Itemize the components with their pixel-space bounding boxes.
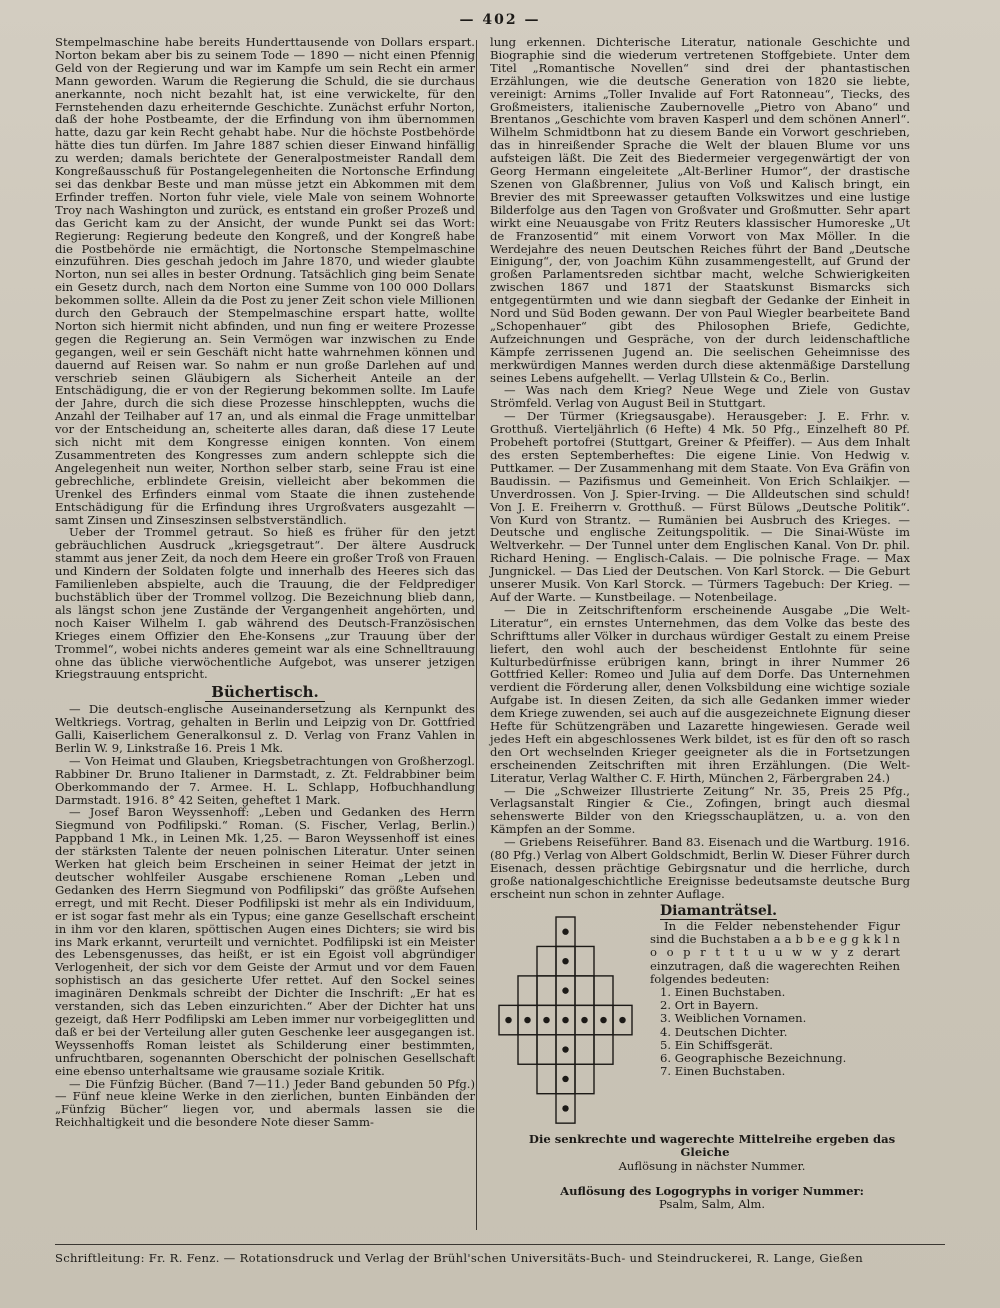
book-entry: — Von Heimat und Glauben, Kriegsbetrachtungen von Großherzogl. Rabbiner Dr. Bruno Italiener in Darmstadt, z. Zt. Feldrabbiner beim Oberkommando der 7. Armee. H. L. Schlapp, Hofbuchhandlung Darmstadt. 1916. 8° 42 Seiten, geheftet 1 Mark.	[55, 753, 475, 807]
grid-cell	[575, 1035, 594, 1064]
grid-cell	[575, 1064, 594, 1093]
book-entry: — Was nach dem Krieg? Neue Wege und Ziele von Gustav Strömfeld. Verlag von August Beil in Stuttgart.	[490, 383, 910, 411]
column-divider	[476, 40, 477, 1230]
riddle-item: 6. Geographische Bezeichnung.	[660, 1050, 847, 1065]
grid-cell	[537, 946, 556, 975]
grid-dot	[524, 1017, 530, 1023]
grid-dot	[543, 1017, 549, 1023]
riddle-item: 2. Ort in Bayern.	[660, 998, 759, 1013]
riddle-title	[660, 902, 900, 919]
grid-dot	[562, 987, 568, 993]
grid-dot	[581, 1017, 587, 1023]
riddle-item: 7. Einen Buchstaben.	[660, 1064, 786, 1079]
riddle-title-text: Diamanträtsel.	[660, 902, 777, 919]
grid-cell	[518, 976, 537, 1005]
grid-cell	[537, 1064, 556, 1093]
book-entry: — Die deutsch-englische Auseinandersetzung als Kernpunkt des Weltkriegs. Vortrag, gehalten in Berlin und Leipzig von Dr. Gottfried Galli, Kaiserlichem Generalkonsul z. D. Verlag von Franz Vahlen in Berlin W. 9, Linkstraße 16. Preis 1 Mk.	[55, 702, 475, 755]
grid-cell	[594, 1035, 613, 1064]
grid-dot	[562, 1105, 568, 1111]
grid-cell	[537, 1035, 556, 1064]
riddle-note-2: Auflösung in nächster Nummer.	[618, 1158, 806, 1173]
riddle-item: 5. Ein Schiffsgerät.	[660, 1037, 773, 1052]
article-trommel: Ueber der Trommel getraut. So hieß es früher für den jetzt gebräuchlichen Ausdruck „kriegsgetraut“. Der ältere Ausdruck stammt aus jener Zeit, da noch dem Heere ein großer Troß von Frauen und Kindern der Soldaten folgte und innerhalb des Heeres sich das Familienleben abspielte, auch die Trauung, die der Feldprediger buchstäblich über der Trommel vollzog. Die Bezeichnung blieb dann, als längst schon jene Zustände der Vergangenheit angehörten, und noch Kaiser Wilhelm I. gab während des Deutsch-Französischen Krieges einem Offizier den Ehe-Konsens „zur Trauung über der Trommel“, wobei nichts anderes gemeint war als eine Schnelltrauung ohne das übliche vierwöchentliche Aufgebot, was unserer jetzigen Kriegstrauung entspricht.	[55, 525, 475, 682]
grid-cell	[575, 976, 594, 1005]
riddle-item: 1. Einen Buchstaben.	[660, 984, 786, 999]
grid-cell	[518, 1035, 537, 1064]
grid-dot	[619, 1017, 625, 1023]
riddle-item: 3. Weiblichen Vornamen.	[660, 1011, 807, 1026]
riddle-notes	[500, 1133, 910, 1212]
diamond-riddle	[490, 902, 910, 1212]
solution-text: Psalm, Salm, Alm.	[658, 1197, 766, 1212]
grid-dot	[562, 1017, 568, 1023]
page-number: — 402 —	[459, 12, 541, 28]
book-entry: — Josef Baron Weyssenhoff: „Leben und Gedanken des Herrn Siegmund von Podfilipski.“ Roman. (S. Fischer, Verlag, Berlin.) Pappband 1 Mk., in Leinen Mk. 1,25. — Baron Weyssenhoff ist eines der stärksten Talente der neuen polnischen Literatur. Unter seinen Werken hat gleich beim Erscheinen in seiner Heimat der jetzt in deutscher wohlfeiler Ausgabe erschienene Roman „Leben und Gedanken des Herrn Siegmund von Podfilipski“ das größte Aufsehen erregt, und mit Recht. Dieser Podfilipski ist mehr als ein Individuum, er ist sogar fast mehr als ein Typus; eine ganze Gesellschaft erscheint in ihm vor den klaren, spöttischen Augen eines Dichters; sie wird bis ins Mark erkannt, verurteilt und vernichtet. Podfilipski ist ein Meister des Lebensgenusses, das heißt, er ist ein Egoist voll abgründiger Verlogenheit, der sich vor dem Geiste der Armut und vor dem Fauen sophistisch an das gesicherte Ufer rettet. Auf den Sockel seines imaginären Denkmals schreibt der Dichter die Inschrift: „Er hat es verstanden, sich das Leben einzurichten.“ Aber der Dichter hat uns gezeigt, daß Herr Podfilipski am Leben immer nur vorbeigeglitten und daß er bei der Verteilung aller guten Geschenke leer ausgegangen ist. Weyssenhoffs Roman leistet als Schilderung einer bestimmten, unfruchtbaren, sogenannten Oberschicht der polnischen Gesellschaft eine ebenso unterhaltsame wie grausame soziale Kritik.	[55, 805, 475, 1078]
book-entry: — Griebens Reiseführer. Band 83. Eisenach und die Wartburg. 1916. (80 Pfg.) Verlag von Albert Goldschmidt, Berlin W. Dieser Führer durch Eisenach, dessen prächtige Gebirgsnatur und die herrliche, durch große nationalgeschichtliche Ereignisse bedeutsamste deutsche Burg erscheint nun schon in zehnter Auflage.	[490, 835, 910, 901]
grid-dot	[600, 1017, 606, 1023]
section-title-text: Büchertisch.	[205, 683, 324, 702]
grid-dot	[562, 958, 568, 964]
solution-title: Auflösung des Logogryphs in voriger Nummer:	[560, 1183, 864, 1198]
grid-cell	[537, 976, 556, 1005]
riddle-text	[650, 902, 900, 1079]
book-entry: — Die Fünfzig Bücher. (Band 7—11.) Jeder Band gebunden 50 Pfg.) — Fünf neue kleine Werke in den zierlichen, bunten Einbänden der „Fünfzig Bücher“ liegen vor, und abermals lassen sie die Reichhaltigkeit und die besondere Note dieser Samm-	[55, 1076, 475, 1130]
riddle-note: Die senkrechte und wagerechte Mittelreihe ergeben das Gleiche	[528, 1131, 896, 1160]
riddle-list	[650, 986, 900, 1078]
left-column	[55, 36, 475, 1216]
right-column	[490, 36, 910, 1216]
grid-cell	[575, 946, 594, 975]
imprint-footer: Schriftleitung: Fr. R. Fenz. — Rotationsdruck und Verlag der Brühl'schen Universitäts-Buch- und Steindruckerei, R. Lange, Gießen	[55, 1244, 945, 1265]
book-entry: — Der Türmer (Kriegsausgabe). Herausgeber: J. E. Frhr. v. Grotthuß. Vierteljährlich (6 Hefte) 4 Mk. 50 Pfg., Einzelheft 80 Pf. Probeheft portofrei (Stuttgart, Greiner & Pfeiffer). — Aus dem Inhalt des ersten Septemberheftes: Die eigene Linie. Von Hedwig v. Puttkamer. — Der Zusammenhang mit dem Staate. Von Eva Gräfin von Baudissin. — Pazifismus und Gemeinheit. Von Erich Schlaikjer. — Unverdrossen. Von J. Spier-Irving. — Die Alldeutschen sind schuld! Von J. E. Freiherrn v. Grotthuß. — Fürst Bülows „Deutsche Politik“. Von Kurd von Strantz. — Rumänien bei Ausbruch des Krieges. — Deutsche und englische Zeitungspolitik. — Die Sinai-Wüste im Weltverkehr. — Der Tunnel unter dem Englischen Kanal. Von Dr. phil. Richard Hening. — Englisch-Calais. — Die polnische Frage. — Max Jungnickel. — Das Lied der Deutschen. Von Karl Storck. — Die Geburt unserer Musik. Von Karl Storck. — Türmers Tagebuch: Der Krieg. — Auf der Warte. — Kunstbeilage. — Notenbeilage.	[490, 409, 910, 604]
book-entry: lung erkennen. Dichterische Literatur, nationale Geschichte und Biographie sind die wiederum vertretenen Stoffgebiete. Unter dem Titel „Romantische Novellen“ sind drei der phantastischen Erzählungen, wie die deutsche Generation von 1820 sie liebte, vereinigt: Arnims „Toller Invalide auf Fort Ratonneau“, Tiecks, des Großmeisters, italienische Zaubernovelle „Pietro von Abano“ und Brentanos „Geschichte vom braven Kasperl und dem schönen Annerl“. Wilhelm Schmidtbonn hat zu diesem Bande ein Vorwort geschrieben, das in hinreißender Sprache die Welt der blauen Blume vor uns aufsteigen läßt. Die Zeit des Biedermeier vergegenwärtigt der von Georg Hermann eingeleitete „Alt-Berliner Humor“, der drastische Szenen von Glaßbrenner, Julius von Voß und Kalisch bringt, ein Brevier des mit Spreewasser getauften Volkswitzes und eine lustige Bilderfolge aus den Tagen von Großvater und Großmutter. Sehr apart wirkt eine Neuausgabe von Fritz Reuters klassischer Humoreske „Ut de Franzosentid“ mit einem Vorwort von Max Möller. In die Werdejahre des neuen Deutschen Reiches führt der Band „Deutsche Einigung“, der, von Joachim Kühn zusammengestellt, auf Grund der großen Parlamentsreden sichtbar macht, welche Schwierigkeiten zwischen 1867 und 1871 der Staatskunst Bismarcks sich entgegentürmten und wie dann siegbaft der Gedanke der Einheit in Nord und Süd Boden gewann. Der von Paul Wiegler bearbeitete Band „Schopenhauer“ gibt des Philosophen Briefe, Gedichte, Aufzeichnungen und Gespräche, von der durch leidenschaftliche Kämpfe zerrissenen Jugend an. Die seelischen Geheimnisse des merkwürdigen Mannes werden durch diese aktenmäßige Darstellung seines Lebens aufgehellt. — Verlag Ullstein & Co., Berlin.	[490, 35, 910, 385]
grid-cell	[594, 976, 613, 1005]
section-title	[55, 683, 475, 702]
book-entry: — Die in Zeitschriftenform erscheinende Ausgabe „Die Welt-Literatur“, ein ernstes Unternehmen, das dem Volke das beste des Schrifttums aller Völker in durchaus würdiger Gestalt zu einem Preise liefert, den wohl auch der bescheidenst Entlohnte für seine Kulturbedürfnisse erübrigen kann, bringt in ihrer Nummer 26 Gottfried Keller: Romeo und Julia auf dem Dorfe. Das Unternehmen verdient die Förderung aller, denen Volksbildung eine wichtige soziale Aufgabe ist. In diesen Zeiten, da sich alle Gedanken immer wieder dem Kriege zuwenden, sei auch auf die ausgezeichnete Eignung dieser Hefte für Schützengräben und Lazarette hingewiesen. Gerade weil jedes Heft ein abgeschlossenes Werk bildet, ist es für den oft so rasch den Ort wechselnden Krieger geeigneter als die in Fortsetzungen erscheinenden Zeitschriften mit ihren Erzählungen. (Die Welt-Literatur, Verlag Walther C. F. Hirth, München 2, Färbergraben 24.)	[490, 602, 910, 785]
book-entry: — Die „Schweizer Illustrierte Zeitung“ Nr. 35, Preis 25 Pfg., Verlagsanstalt Ringier & Cie., Zofingen, bringt auch diesmal sehenswerte Bilder von den Kriegsschauplätzen, u. a. von den Kämpfen an der Somme.	[490, 783, 910, 837]
grid-dot	[562, 1046, 568, 1052]
riddle-intro: In die Felder nebenstehender Figur sind die Buchstaben a a b b e e g g k k l n o o p r t t t u u w w y z derart einzutragen, daß die wagerechten Reihen folgendes bedeuten:	[650, 918, 900, 986]
article-norton: Stempelmaschine habe bereits Hunderttausende von Dollars erspart. Norton bekam aber bis zu seinem Tode — 1890 — nicht einen Pfennig Geld von der Regierung und war im Kampfe um sein Recht ein armer Mann geworden. Warum die Regierung die Schuld, die sie durchaus anerkannte, noch nicht bezahlt hat, ist eine verwickelte, für den Fernstehenden dazu erheiternde Geschichte. Zunächst erfuhr Norton, daß der hohe Postbeamte, der die Erfindung von ihm übernommen hatte, dazu gar kein Recht gehabt habe. Nur die höchste Postbehörde hätte dies tun dürfen. Im Jahre 1887 schien dieser Einwand hinfällig zu werden; damals berichtete der Generalpostmeister Randall dem Kongreßausschuß für Postangelegenheiten die Nortonsche Erfindung sei das denkbar Beste und man müsse jetzt ein Abkommen mit dem Erfinder treffen. Norton fuhr viele, viele Male von seinem Wohnorte Troy nach Washington und zurück, es entstand ein großer Prozeß und das Gericht kam zu der Ansicht, der wunde Punkt sei das Wort: Regierung: Regierung bedeute den Kongreß, und der Kongreß habe die Postbehörde nie ermächtigt, die Nortonsche Stempelmaschine einzuführen. Dies geschah jedoch im Jahre 1870, und wieder glaubte Norton, nun sei alles in bester Ordnung. Tatsächlich ging beim Senate ein Gesetz durch, nach dem Norton eine Summe von 100 000 Dollars bekommen sollte. Allein da die Post zu jener Zeit schon viele Millionen durch den Gebrauch der Stempelmaschine erspart hatte, wollte Norton sich hiermit nicht abfinden, und nun fing er weitere Prozesse gegen die Regierung an. Sein Vermögen war inzwischen zu Ende gegangen, weil er sein Geschäft nicht hatte wahrnehmen können und dauernd auf Reisen war. So nahm er nun große Darlehen auf und verschrieb seinen Gläubigern als Sicherheit Anteile an der Entschädigung, die er von der Regierung bekommen sollte. Im Laufe der Jahre, durch die sich diese Prozesse hinschleppten, wuchs die Anzahl der Teilhaber auf 17 an, und als einmal die Frage unmittelbar vor der Entscheidung an, scheiterte alles daran, daß diese 17 Leute sich nicht mit dem Kongresse einigen konnten. Von einem Zusammentreten des Kongresses zum andern schleppte sich die Angelegenheit nun weiter, Northon selber starb, seine Frau ist eine gebrechliche, erblindete Greisin, vielleicht aber bekommen die Urenkel des Erfinders einmal vom Staate die ihnen zustehende Entschädigung für die Erfindung ihres Urgroßvaters ausgezahlt — samt Zinsen und Zinseszinsen selbstverständlich.	[55, 35, 475, 527]
riddle-item: 4. Deutschen Dichter.	[660, 1024, 788, 1039]
diamond-grid	[490, 905, 650, 1130]
grid-dot	[562, 928, 568, 934]
grid-dot	[505, 1017, 511, 1023]
grid-dot	[562, 1075, 568, 1081]
